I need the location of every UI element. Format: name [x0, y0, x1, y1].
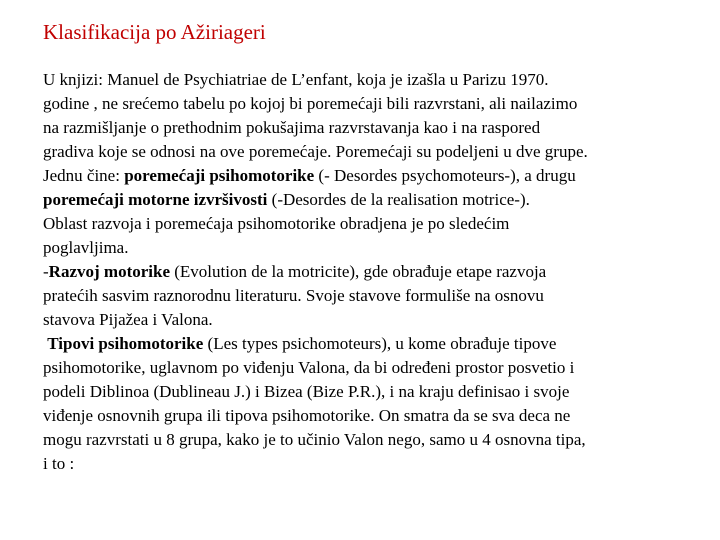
text-line	[43, 356, 693, 380]
text-line	[43, 212, 693, 236]
text: pratećih sasvim raznorodnu literaturu. Svoje stavove formuliše na osnovu	[43, 286, 544, 305]
text-line	[43, 332, 693, 356]
bold-term: poremećaji psihomotorike	[124, 166, 315, 185]
text: Oblast razvoja i poremećaja psihomotorike obradjena je po sledećim	[43, 214, 510, 233]
text: (Les types psichomoteurs), u kome obrađuje tipove	[203, 334, 557, 353]
text: na razmišljanje o prethodnim pokušajima razvrstavanja kao i na raspored	[43, 118, 541, 137]
text: (Evolution de la motricite), gde obrađuje etape razvoja	[170, 262, 547, 281]
text: mogu razvrstati u 8 grupa, kako je to učinio Valon nego, samo u 4 osnovna tipa,	[43, 430, 586, 449]
bold-term: Razvoj motorike	[48, 262, 170, 281]
text-line	[43, 260, 693, 284]
text-line	[43, 188, 693, 212]
text: podeli Diblinoa (Dublineau J.) i Bizea (Bize P.R.), i na kraju definisao i svoje	[43, 382, 570, 401]
text-line	[43, 452, 693, 476]
text-line	[43, 284, 693, 308]
text: i to :	[43, 454, 75, 473]
text: -	[43, 262, 49, 281]
text-line	[43, 68, 693, 92]
text-line	[43, 428, 693, 452]
text-line	[43, 140, 693, 164]
text: godine , ne srećemo tabelu po kojoj bi poremećaji bili razvrstani, ali nailazimo	[43, 94, 578, 113]
text: (-Desordes de la realisation motrice-).	[267, 190, 530, 209]
text-line	[43, 116, 693, 140]
text-line	[43, 308, 693, 332]
text-line	[43, 92, 693, 116]
text: viđenje osnovnih grupa ili tipova psihomotorike. On smatra da se sva deca ne	[43, 406, 571, 425]
slide-title: Klasifikacija po Ažiriageri	[43, 20, 266, 44]
text: poglavljima.	[43, 238, 129, 257]
bold-term: poremećaji motorne izvršivosti	[43, 190, 268, 209]
text: stavova Pijažea i Valona.	[43, 310, 213, 329]
body-text	[43, 68, 693, 476]
text: U knjizi: Manuel de Psychiatriae de L’enfant, koja je izašla u Parizu 1970.	[43, 70, 549, 89]
text-line	[43, 236, 693, 260]
text: (- Desordes psychomoteurs-), a drugu	[314, 166, 576, 185]
text: gradiva koje se odnosi na ove poremećaje. Poremećaji su podeljeni u dve grupe.	[43, 142, 588, 161]
bold-term: Tipovi psihomotorike	[47, 334, 204, 353]
text: psihomotorike, uglavnom po viđenju Valona, da bi određeni prostor posvetio i	[43, 358, 575, 377]
text-line	[43, 404, 693, 428]
text-line	[43, 164, 693, 188]
text: Jednu čine:	[43, 166, 125, 185]
text-line	[43, 380, 693, 404]
